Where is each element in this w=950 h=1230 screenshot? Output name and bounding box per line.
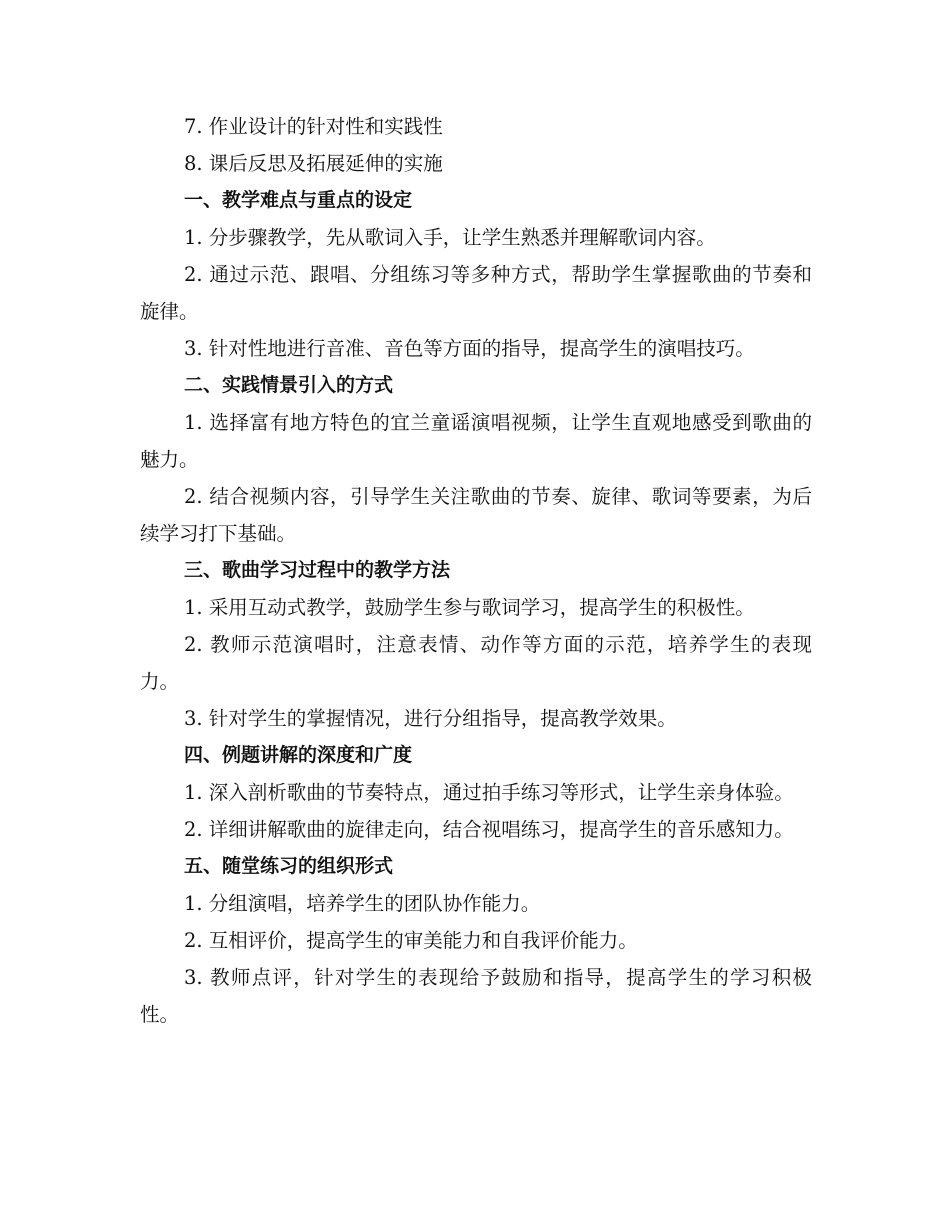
list-item: 2. 详细讲解歌曲的旋律走向，结合视唱练习，提高学生的音乐感知力。 (184, 818, 794, 841)
list-item: 3. 针对学生的掌握情况，进行分组指导，提高教学效果。 (184, 707, 677, 730)
list-item: 2. 通过示范、跟唱、分组练习等多种方式，帮助学生掌握歌曲的节奏和旋律。 (140, 263, 812, 323)
intro-item: 8. 课后反思及拓展延伸的实施 (184, 152, 443, 175)
list-item: 1. 分步骤教学，先从歌词入手，让学生熟悉并理解歌词内容。 (184, 226, 716, 249)
section-heading: 五、随堂练习的组织形式 (184, 855, 394, 877)
intro-item: 7. 作业设计的针对性和实践性 (184, 115, 443, 138)
list-item: 3. 针对性地进行音准、音色等方面的指导，提高学生的演唱技巧。 (184, 337, 755, 360)
list-item: 1. 选择富有地方特色的宜兰童谣演唱视频，让学生直观地感受到歌曲的魅力。 (140, 411, 812, 471)
section-heading: 二、实践情景引入的方式 (184, 374, 394, 396)
section-heading: 三、歌曲学习过程中的教学方法 (184, 559, 451, 581)
document-page (140, 108, 812, 1033)
list-item: 1. 采用互动式教学，鼓励学生参与歌词学习，提高学生的积极性。 (184, 596, 755, 619)
list-item: 2. 教师示范演唱时，注意表情、动作等方面的示范，培养学生的表现力。 (140, 633, 812, 693)
section-heading: 一、教学难点与重点的设定 (184, 189, 413, 211)
list-item: 2. 结合视频内容，引导学生关注歌曲的节奏、旋律、歌词等要素，为后续学习打下基础。 (140, 485, 812, 545)
list-item: 3. 教师点评，针对学生的表现给予鼓励和指导，提高学生的学习积极性。 (140, 966, 812, 1026)
section-heading: 四、例题讲解的深度和广度 (184, 744, 413, 766)
list-item: 1. 分组演唱，培养学生的团队协作能力。 (184, 892, 541, 915)
list-item: 2. 互相评价，提高学生的审美能力和自我评价能力。 (184, 929, 638, 952)
list-item: 1. 深入剖析歌曲的节奏特点，通过拍手练习等形式，让学生亲身体验。 (184, 781, 794, 804)
